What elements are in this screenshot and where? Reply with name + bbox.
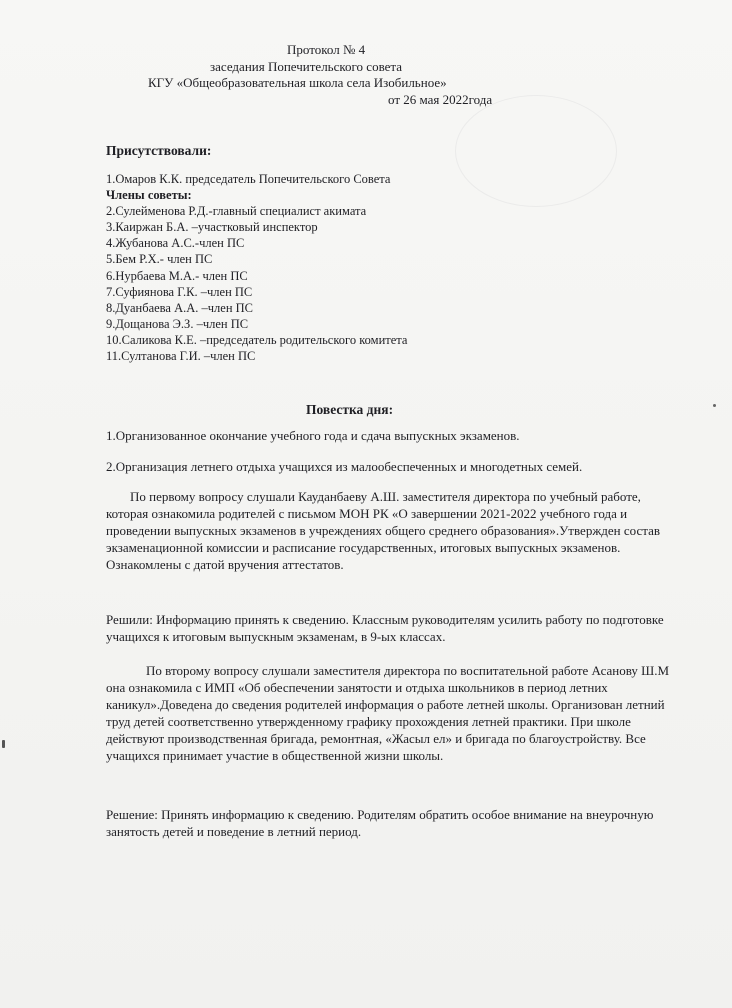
member-item: 8.Дуанбаева А.А. –член ПС: [106, 300, 254, 315]
first-decision: Решили: Информацию принять к сведению. Классным руководителям усилить работу по подготовке учащихся к итоговым выпускным экзаменам, в 9-ых классах.: [106, 612, 664, 644]
second-question-paragraph: По второму вопросу слушали заместителя директора по воспитательной работе Асанову Ш.М она ознакомила с ИМП «Об обеспечении занятости и отдыха школьников в период летних каникул».Доведена до сведения родителей информация о работе летней школы. Организован летний труд детей соответственно утвержденному графику прохождения летней практики. При школе действуют производственная бригада, ремонтная, «Жасыл ел» и бригада по благоустройству. Все учащихся принимает участие в общественной жизни школы.: [106, 663, 670, 763]
member-item: 3.Каиржан Б.А. –участковый инспектор: [106, 220, 318, 235]
protocol-title: Протокол № 4: [287, 42, 366, 57]
scan-dot: [713, 404, 716, 407]
protocol-subtitle: заседания Попечительского совета: [210, 59, 403, 74]
present-heading: Присутствовали:: [106, 143, 212, 158]
member-item: 4.Жубанова А.С.-член ПС: [106, 236, 245, 251]
faded-stamp: [455, 95, 617, 207]
member-item: 7.Суфиянова Г.К. –член ПС: [106, 284, 253, 299]
organization-name: КГУ «Общеобразовательная школа села Изобильное»: [148, 75, 447, 90]
members-heading: Члены советы:: [106, 188, 192, 203]
member-item: 2.Сулейменова Р.Д.-главный специалист акимата: [106, 204, 367, 219]
member-item: 9.Дощанова Э.З. –член ПС: [106, 316, 249, 331]
attendees-list: [106, 171, 407, 364]
member-item: 6.Нурбаева М.А.- член ПС: [106, 268, 248, 283]
scan-mark: [2, 740, 5, 748]
protocol-date: от 26 мая 2022года: [388, 92, 493, 107]
agenda-heading: Повестка дня:: [306, 402, 394, 417]
agenda-item: 2.Организация летнего отдыха учащихся из малообеспеченных и многодетных семей.: [106, 459, 583, 474]
member-item: 10.Саликова К.Е. –председатель родительского комитета: [106, 332, 408, 347]
first-question-paragraph: По первому вопросу слушали Кауданбаеву А.Ш. заместителя директора по учебный работе, которая ознакомила родителей с письмом МОН РК «О завершении 2021-2022 учебного года и проведении выпускных экзаменов в учреждениях общего среднего образования».Утвержден состав экзаменационной комиссии и расписание государственных, итоговых выпускных экзаменов. Ознакомлены с датой вручения аттестатов.: [106, 489, 661, 572]
member-item: 11.Султанова Г.И. –член ПС: [106, 349, 256, 364]
chairman-line: 1.Омаров К.К. председатель Попечительского Совета: [106, 172, 391, 186]
agenda-item: 1.Организованное окончание учебного года и сдача выпускных экзаменов.: [106, 428, 520, 443]
second-decision: Решение: Принять информацию к сведению. Родителям обратить особое внимание на внеурочную занятость детей и поведение в летний период.: [106, 807, 654, 839]
member-item: 5.Бем Р.Х.- член ПС: [106, 252, 213, 267]
